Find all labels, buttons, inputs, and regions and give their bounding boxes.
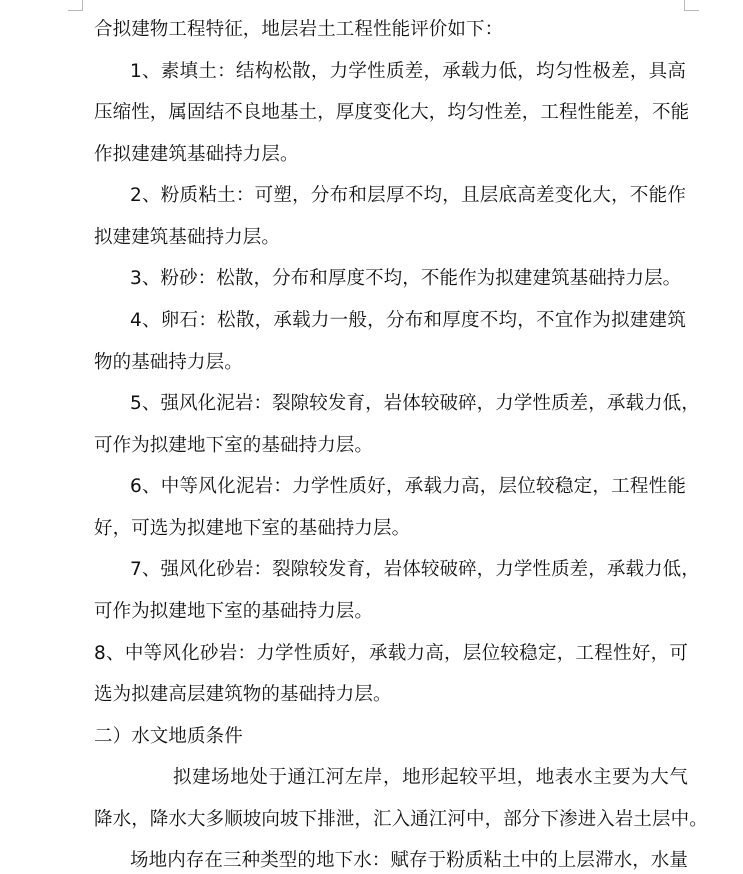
item-8-line-2: 选为拟建高层建筑物的基础持力层。 bbox=[94, 684, 392, 705]
item-4-line-2: 物的基础持力层。 bbox=[94, 352, 243, 373]
item-1-line-2: 压缩性，属固结不良地基土，厚度变化大，均匀性差，工程性能差，不能 bbox=[94, 102, 690, 123]
hydro-para-2-line-1: 场地内存在三种类型的地下水：赋存于粉质粘土中的上层滞水，水量 bbox=[130, 850, 689, 871]
item-1-line-1: 1、素填土：结构松散，力学性质差，承载力低，均匀性极差，具高 bbox=[130, 61, 686, 82]
item-6-line-1: 6、中等风化泥岩：力学性质好，承载力高，层位较稳定，工程性能 bbox=[130, 476, 686, 497]
page-corner-mark-left bbox=[68, 0, 83, 11]
intro-line: 合拟建物工程特征，地层岩土工程性能评价如下： bbox=[94, 19, 504, 40]
item-7-line-2: 可作为拟建地下室的基础持力层。 bbox=[94, 601, 374, 622]
page-corner-mark-right bbox=[684, 0, 699, 11]
item-1-line-3: 作拟建建筑基础持力层。 bbox=[94, 144, 299, 165]
hydro-para-1-line-2: 降水，降水大多顺坡向坡下排泄，汇入通江河中，部分下渗进入岩土层中。 bbox=[94, 809, 708, 830]
item-6-line-2: 好，可选为拟建地下室的基础持力层。 bbox=[94, 518, 411, 539]
item-4-line-1: 4、卵石：松散，承载力一般，分布和厚度不均，不宜作为拟建建筑 bbox=[130, 310, 686, 331]
item-3-line-1: 3、粉砂：松散，分布和厚度不均，不能作为拟建建筑基础持力层。 bbox=[130, 268, 682, 289]
item-2-line-2: 拟建建筑基础持力层。 bbox=[94, 227, 281, 248]
section-heading-hydrogeology: 二）水文地质条件 bbox=[94, 726, 243, 747]
item-2-line-1: 2、粉质粘土：可塑，分布和层厚不均，且层底高差变化大，不能作 bbox=[130, 185, 686, 206]
item-7-line-1: 7、强风化砂岩：裂隙较发育，岩体较破碎，力学性质差，承载力低， bbox=[130, 559, 700, 580]
hydro-para-1-line-1: 拟建场地处于通江河左岸，地形起较平坦，地表水主要为大气 bbox=[173, 767, 688, 788]
item-5-line-2: 可作为拟建地下室的基础持力层。 bbox=[94, 435, 374, 456]
item-5-line-1: 5、强风化泥岩：裂隙较发育，岩体较破碎，力学性质差，承载力低， bbox=[130, 393, 700, 414]
item-8-line-1: 8、中等风化砂岩：力学性质好，承载力高，层位较稳定，工程性好，可 bbox=[94, 643, 688, 664]
